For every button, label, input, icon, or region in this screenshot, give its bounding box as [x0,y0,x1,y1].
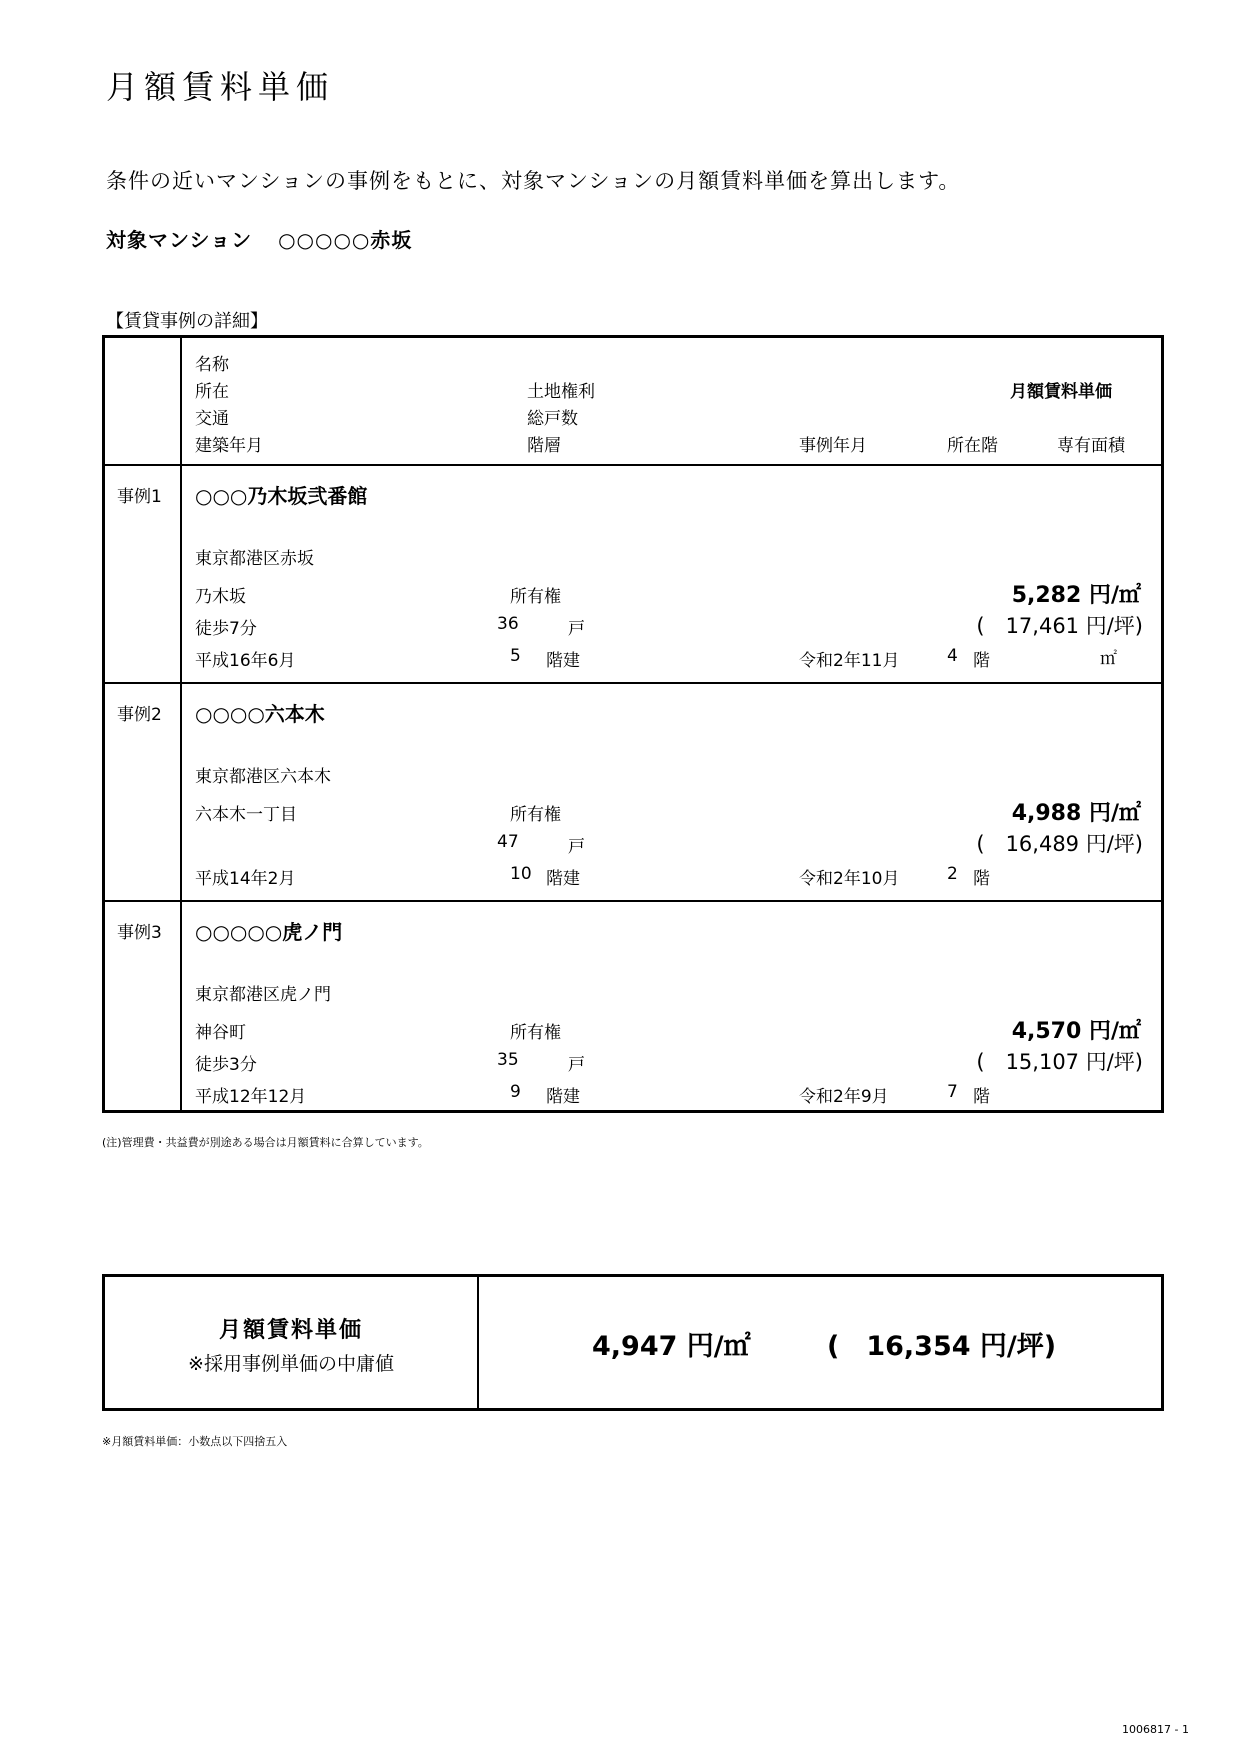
case-price-tsubo: ( 16,489 円/坪) [976,832,1143,856]
case-built: 平成14年2月 [195,869,296,889]
case-units-suffix: 戸 [568,619,585,639]
page-title: 月額賃料単価 [106,68,335,106]
header-location: 所在 [195,382,229,402]
case-floors-suffix: 階建 [546,1087,580,1107]
header-unit-price: 月額賃料単価 [1010,382,1112,402]
case-date: 令和2年9月 [799,1087,889,1107]
case-walk: 徒歩7分 [195,619,257,639]
case-units: 36 [497,614,519,634]
header-floor-level: 所在階 [947,436,998,456]
summary-price-sqm: 4,947 円/㎡ [592,1331,751,1362]
page-code: 1006817 - 1 [1122,1723,1189,1736]
case-price-tsubo: ( 15,107 円/坪) [976,1050,1143,1074]
case-price-sqm: 4,988 円/㎡ [1011,801,1141,826]
case-built: 平成12年12月 [195,1087,307,1107]
header-floors: 階層 [527,436,561,456]
case-floors: 10 [510,864,532,884]
case-floors: 5 [510,646,521,666]
case-units: 47 [497,832,519,852]
summary-title: 月額賃料単価 [218,1318,363,1343]
case-date: 令和2年11月 [799,651,900,671]
case-station: 六本木一丁目 [195,805,297,825]
summary-subtitle: ※採用事例単価の中庸値 [188,1353,394,1375]
case-label: 事例2 [117,705,162,725]
case-address: 東京都港区虎ノ門 [195,985,331,1005]
case-walk: 徒歩3分 [195,1055,257,1075]
case-price-sqm: 4,570 円/㎡ [1011,1019,1141,1044]
case-units: 35 [497,1050,519,1070]
target-mansion [106,224,412,253]
case-land-rights: 所有権 [510,805,561,825]
case-label: 事例3 [117,923,162,943]
case-land-rights: 所有権 [510,1023,561,1043]
case-price-tsubo: ( 17,461 円/坪) [976,614,1143,638]
header-name: 名称 [195,355,229,375]
case-label: 事例1 [117,487,162,507]
case-land-rights: 所有権 [510,587,561,607]
target-label: 対象マンション [106,228,253,252]
header-area: 専有面積 [1057,436,1125,456]
case-units-suffix: 戸 [568,837,585,857]
case-floor: 7 [947,1082,958,1102]
case-address: 東京都港区赤坂 [195,549,314,569]
case-floor: 2 [947,864,958,884]
header-case-date: 事例年月 [799,436,867,456]
case-date: 令和2年10月 [799,869,900,889]
summary-divider [477,1277,479,1408]
header-access: 交通 [195,409,229,429]
case-floor-suffix: 階 [973,651,990,671]
case-built: 平成16年6月 [195,651,296,671]
summary-box [102,1274,1164,1411]
case-floors: 9 [510,1082,521,1102]
case-floors-suffix: 階建 [546,651,580,671]
target-name: ○○○○○赤坂 [278,228,413,252]
header-built: 建築年月 [195,436,263,456]
case-address: 東京都港区六本木 [195,767,331,787]
rounding-note: ※月額賃料単価：小数点以下四捨五入 [102,1435,288,1448]
case-floor: 4 [947,646,958,666]
row-divider [105,682,1161,684]
case-area-unit: ㎡ [1100,649,1117,669]
summary-price-tsubo: ( 16,354 円/坪) [827,1331,1057,1362]
case-name: ○○○乃木坂弐番館 [195,484,368,508]
case-price-sqm: 5,282 円/㎡ [1011,583,1141,608]
case-floor-suffix: 階 [973,869,990,889]
case-floor-suffix: 階 [973,1087,990,1107]
case-name: ○○○○六本木 [195,702,325,726]
rental-cases-table [102,335,1164,1113]
management-fee-note: (注)管理費・共益費が別途ある場合は月額賃料に合算しています。 [102,1136,429,1149]
header-divider [105,464,1161,466]
case-station: 乃木坂 [195,587,246,607]
row-divider [105,900,1161,902]
header-land-rights: 土地権利 [527,382,595,402]
section-heading: 【賃貸事例の詳細】 [106,311,268,332]
case-name: ○○○○○虎ノ門 [195,920,343,944]
table-column-divider [180,338,182,1110]
case-units-suffix: 戸 [568,1055,585,1075]
case-station: 神谷町 [195,1023,246,1043]
header-total-units: 総戸数 [527,409,578,429]
intro-text: 条件の近いマンションの事例をもとに、対象マンションの月額賃料単価を算出します。 [106,169,961,193]
case-floors-suffix: 階建 [546,869,580,889]
